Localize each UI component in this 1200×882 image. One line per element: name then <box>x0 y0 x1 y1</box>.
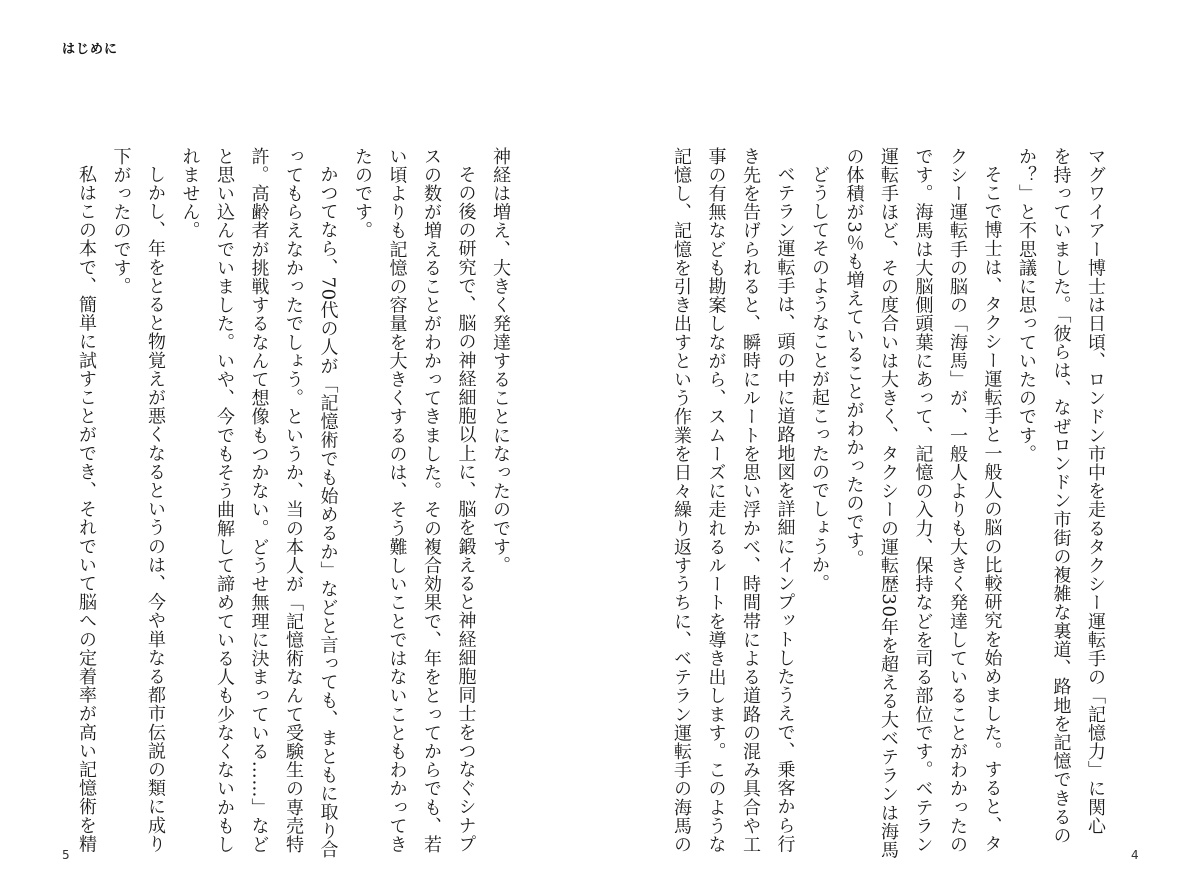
body-line: 事の有無なども勘案しながら、スムーズに走れるルートを導き出します。このような <box>705 147 727 854</box>
body-line: かつてなら、70代の人が「記憶術でも始めるか」などと言っても、まともに取り合 <box>317 165 339 859</box>
body-line: マグワイアー博士は日頃、ロンドン市中を走るタクシー運転手の「記憶力」に関心 <box>1085 147 1106 836</box>
body-line: スの数が増えることがわかってきました。その複合効果で、年をとってからでも、若 <box>421 147 442 854</box>
body-line: 神経は増え、大きく発達することになったのです。 <box>490 147 511 575</box>
body-line: たのです。 <box>352 147 373 240</box>
body-line: 記憶し、記憶を引き出すという作業を日々繰り返すうちに、ベテラン運転手の海馬の <box>671 147 692 854</box>
body-line: の体積が3％も増えていることがわかったのです。 <box>843 147 865 569</box>
body-line: と思い込んでいました。いや、今でもそう曲解して諦めている人も少なくないかもし <box>214 147 235 854</box>
body-line: クシー運転手の脳の「海馬」が、一般人よりも大きく発達していることがわかったの <box>947 147 968 854</box>
left-page-body <box>76 147 517 859</box>
body-line: 許。高齢者が挑戦するなんて想像もつかない。どうせ無理に決まっている……」など <box>248 147 270 854</box>
body-line: を持っていました。「彼らは、なぜロンドン市街の複雑な裏道、路地を記憶できるの <box>1050 147 1072 845</box>
body-line: そこで博士は、タクシー運転手と一般人の脳の比較研究を始めました。すると、タ <box>981 165 1003 854</box>
body-line: か？」と不思議に思っていたのです。 <box>1016 147 1037 464</box>
body-line: どうしてそのようなことが起こったのでしょうか。 <box>809 165 830 593</box>
body-line: き先を告げられると、瞬時にルートを思い浮かべ、時間帯による道路の混み具合や工 <box>740 147 761 854</box>
page-number-left: 5 <box>62 848 70 862</box>
page-number-right: 4 <box>1131 848 1139 862</box>
body-line: ベテラン運転手は、頭の中に道路地図を詳細にインプットしたうえで、乗客から行 <box>774 165 796 854</box>
body-line: 下がったのです。 <box>110 147 132 296</box>
body-line: 運転手ほど、その度合いは大きく、タクシーの運転歴30年を超える大ベテランは海馬 <box>878 147 899 860</box>
body-line: しかし、年をとると物覚えが悪くなるというのは、今や単なる都市伝説の類に成り <box>145 165 166 854</box>
body-line: い頃よりも記憶の容量を大きくするのは、そう難しいことではないこともわかってき <box>386 147 408 854</box>
running-head: はじめに <box>62 42 119 57</box>
body-line: れません。 <box>179 147 201 240</box>
right-page-body <box>671 147 1112 860</box>
body-line: ってもらえなかったでしょう。というか、当の本人が「記憶術なんて受験生の専売特 <box>283 147 304 854</box>
body-line: です。海馬は大脳側頭葉にあって、記憶の入力、保持などを司る部位です。ベテラン <box>912 147 934 854</box>
body-line: その後の研究で、脳の神経細胞以上に、脳を鍛えると神経細胞同士をつなぐシナプ <box>455 165 477 854</box>
body-line: 私はこの本で、簡単に試すことができ、それでいて脳への定着率が高い記憶術を精 <box>76 165 97 854</box>
